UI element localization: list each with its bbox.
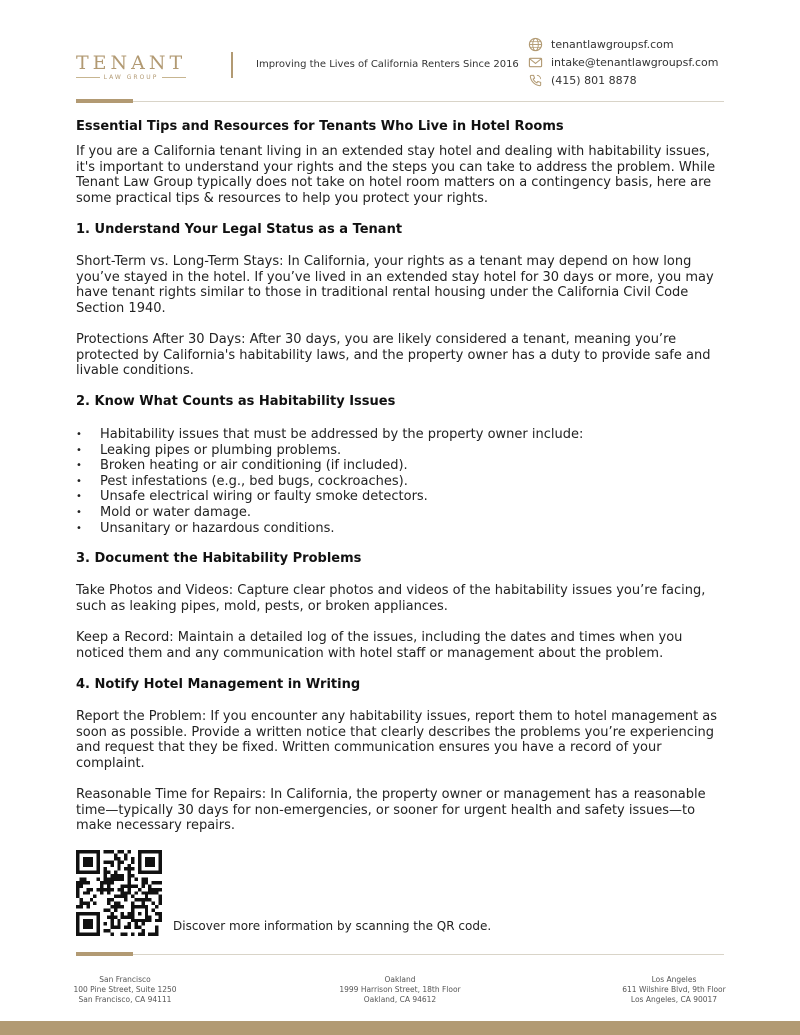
logo-rule-left [76,77,100,78]
paragraph-line: Take Photos and Videos: Capture clear photos and videos of the habitability issues you’re facing, [76,583,706,598]
intro-line: Tenant Law Group typically does not take on hotel room matters on a contingency basis, here are [76,175,712,191]
section-2-heading: 2. Know What Counts as Habitability Issues [76,394,396,409]
section-3-paragraph-1 [76,583,728,614]
logo-rule-right [162,77,186,78]
office-city: Oakland [384,975,416,984]
paragraph-line: protected by California's habitability laws, and the property owner has a duty to provide safe and [76,347,711,363]
office-address-line: Oakland, CA 94612 [363,995,437,1004]
paragraph-line: Section 1940. [76,300,166,316]
logo-wordmark: TENANT [76,52,187,74]
section-4-paragraph-1 [76,709,728,771]
header-divider [231,52,233,78]
section-1-paragraph-1 [76,254,728,316]
paragraph-line: such as leaking pipes, mold, pests, or broken appliances. [76,598,448,614]
qr-caption: Discover more information by scanning the QR code. [173,919,492,933]
envelope-icon [528,55,543,70]
document-title: Essential Tips and Resources for Tenants Who Live in Hotel Rooms [76,119,564,134]
paragraph-line: have tenant rights similar to those in traditional rental housing under the California Civil Code [76,285,689,301]
header-rule [76,101,724,102]
paragraph-line: time—typically 30 days for non-emergencies, or sooner for urgent health and safety issues—to [76,802,696,818]
website-text[interactable]: tenantlawgroupsf.com [551,38,674,51]
header-accent-bar [76,99,133,103]
paragraph-line: complaint. [76,755,145,771]
section-4-heading: 4. Notify Hotel Management in Writing [76,677,361,692]
list-item: • Leaking pipes or plumbing problems. [76,443,583,459]
paragraph-line: Keep a Record: Maintain a detailed log of the issues, including the dates and times when you [76,630,683,645]
list-item: • Mold or water damage. [76,505,583,521]
office-address-line: 611 Wilshire Blvd, 9th Floor [622,985,726,994]
footer-accent-bar [76,952,133,956]
intro-paragraph [76,144,728,206]
office-address-line: 1999 Harrison Street, 18th Floor [339,985,461,994]
section-3-heading: 3. Document the Habitability Problems [76,551,362,566]
contact-email[interactable] [528,55,718,70]
section-1-paragraph-2 [76,332,728,379]
email-text[interactable]: intake@tenantlawgroupsf.com [551,56,719,69]
paragraph-line: you’ve stayed in the hotel. If you’ve lived in an extended stay hotel for 30 days or more, you may [76,269,714,285]
paragraph-line: Reasonable Time for Repairs: In California, the property owner or management has a reasonable [76,787,706,802]
section-3-paragraph-2 [76,630,728,661]
paragraph-line: Short-Term vs. Long-Term Stays: In California, your rights as a tenant may depend on how long [76,254,692,269]
bottom-accent-bar [0,1021,800,1035]
tagline: Improving the Lives of California Renters Since 2016 [256,59,519,70]
paragraph-line: livable conditions. [76,363,194,379]
list-item: • Unsafe electrical wiring or faulty smoke detectors. [76,489,583,505]
contact-phone[interactable] [528,73,637,88]
list-item: • Unsanitary or hazardous conditions. [76,521,583,537]
footer-rule [76,954,724,955]
office-city: Los Angeles [651,975,697,984]
logo-subtitle-text: LAW GROUP [103,74,159,81]
list-item: • Broken heating or air conditioning (if included). [76,458,583,474]
section-4-paragraph-2 [76,787,728,834]
paragraph-line: Protections After 30 Days: After 30 days, you are likely considered a tenant, meaning you’re [76,332,677,347]
intro-line: If you are a California tenant living in an extended stay hotel and dealing with habitability issues, [76,144,710,159]
office-city: San Francisco [99,975,151,984]
contact-website[interactable] [528,37,674,52]
office-san-francisco [45,975,205,1005]
paragraph-line: Report the Problem: If you encounter any habitability issues, report them to hotel management as [76,709,718,724]
list-item: • Habitability issues that must be addressed by the property owner include: [76,427,583,443]
intro-line: it's important to understand your rights and the steps you can take to address the problem. While [76,159,716,175]
paragraph-line: soon as possible. Provide a written notice that clearly describes the problems you’re experiencing [76,724,715,740]
paragraph-line: noticed them and any communication with hotel staff or management about the problem. [76,645,664,661]
office-address-line: 100 Pine Street, Suite 1250 [73,985,177,994]
office-oakland [320,975,480,1005]
paragraph-line: and request that they be fixed. Written communication ensures you have a record of your [76,740,662,756]
list-item: • Pest infestations (e.g., bed bugs, cockroaches). [76,474,583,490]
globe-icon [528,37,543,52]
logo-subtitle [76,74,186,81]
intro-line: some practical tips & resources to help you protect your rights. [76,190,489,206]
phone-text[interactable]: (415) 801 8878 [551,74,637,87]
habitability-issues-list [76,427,583,536]
office-address-line: San Francisco, CA 94111 [78,995,172,1004]
phone-icon [528,73,543,88]
qr-code-icon[interactable] [76,850,162,936]
office-los-angeles [594,975,754,1005]
section-1-heading: 1. Understand Your Legal Status as a Tenant [76,222,403,237]
paragraph-line: make necessary repairs. [76,818,236,834]
office-address-line: Los Angeles, CA 90017 [630,995,718,1004]
